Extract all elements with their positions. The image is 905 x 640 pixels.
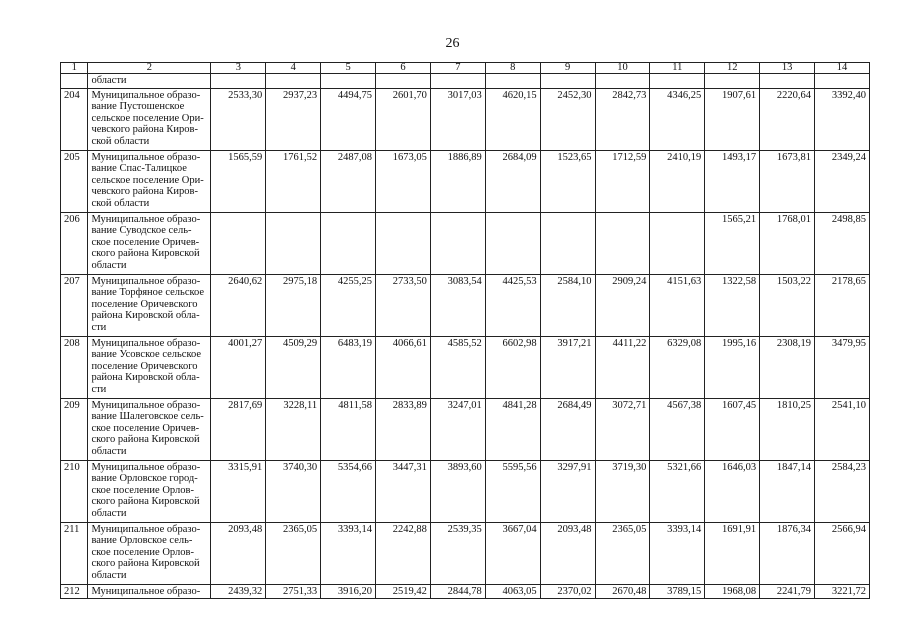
value-cell: 1565,59 [211, 150, 266, 212]
value-cell: 4066,61 [376, 336, 431, 398]
value-cell: 2178,65 [815, 274, 870, 336]
column-header: 13 [760, 63, 815, 74]
value-cell: 2601,70 [376, 88, 431, 150]
table-row [61, 460, 870, 522]
data-table [60, 62, 870, 599]
value-cell: 2975,18 [266, 274, 321, 336]
value-cell: 4567,38 [650, 398, 705, 460]
value-cell: 3393,14 [650, 522, 705, 584]
empty-cell [321, 74, 376, 89]
value-cell: 3740,30 [266, 460, 321, 522]
value-cell: 3083,54 [430, 274, 485, 336]
value-cell: 1810,25 [760, 398, 815, 460]
value-cell: 2584,10 [540, 274, 595, 336]
value-cell: 1968,08 [705, 584, 760, 599]
value-cell [266, 212, 321, 274]
table-row [61, 398, 870, 460]
value-cell: 3479,95 [815, 336, 870, 398]
value-cell: 2410,19 [650, 150, 705, 212]
value-cell: 1907,61 [705, 88, 760, 150]
table-row [61, 212, 870, 274]
value-cell: 1607,45 [705, 398, 760, 460]
value-cell: 4255,25 [321, 274, 376, 336]
value-cell: 1886,89 [430, 150, 485, 212]
value-cell: 3072,71 [595, 398, 650, 460]
value-cell: 3447,31 [376, 460, 431, 522]
value-cell: 2842,73 [595, 88, 650, 150]
value-cell: 2566,94 [815, 522, 870, 584]
empty-cell [211, 74, 266, 89]
table-row [61, 274, 870, 336]
value-cell: 2308,19 [760, 336, 815, 398]
empty-cell [815, 74, 870, 89]
value-cell: 2584,23 [815, 460, 870, 522]
value-cell: 2640,62 [211, 274, 266, 336]
empty-cell [595, 74, 650, 89]
value-cell: 1768,01 [760, 212, 815, 274]
value-cell: 2751,33 [266, 584, 321, 599]
row-number: 207 [61, 274, 88, 336]
empty-cell [430, 74, 485, 89]
column-header: 2 [88, 63, 211, 74]
continuation-row [61, 74, 870, 89]
value-cell: 2937,23 [266, 88, 321, 150]
row-number: 211 [61, 522, 88, 584]
value-cell: 1995,16 [705, 336, 760, 398]
column-header: 6 [376, 63, 431, 74]
row-number: 212 [61, 584, 88, 599]
value-cell: 4620,15 [485, 88, 540, 150]
value-cell: 4585,52 [430, 336, 485, 398]
row-number: 209 [61, 398, 88, 460]
value-cell: 4063,05 [485, 584, 540, 599]
column-header: 11 [650, 63, 705, 74]
value-cell: 2498,85 [815, 212, 870, 274]
value-cell: 1322,58 [705, 274, 760, 336]
value-cell [211, 212, 266, 274]
empty-cell [485, 74, 540, 89]
value-cell: 6483,19 [321, 336, 376, 398]
empty-cell [540, 74, 595, 89]
value-cell [650, 212, 705, 274]
municipality-name: Муниципальное образо- вание Шалеговское сель- ское поселение Оричев- ского района Кировской области [88, 398, 211, 460]
empty-cell [760, 74, 815, 89]
table-row [61, 150, 870, 212]
value-cell: 1523,65 [540, 150, 595, 212]
municipality-name: Муниципальное образо- вание Орловское сель- ское поселение Орлов- ского района Кировской области [88, 522, 211, 584]
column-header: 12 [705, 63, 760, 74]
value-cell: 2365,05 [266, 522, 321, 584]
empty-cell [650, 74, 705, 89]
value-cell: 2439,32 [211, 584, 266, 599]
municipality-name: Муниципальное образо- вание Спас-Талицкое сельское поселение Ори- чевского района Киров- ской области [88, 150, 211, 212]
row-number: 206 [61, 212, 88, 274]
value-cell: 2093,48 [540, 522, 595, 584]
row-number-cell [61, 74, 88, 89]
value-cell [321, 212, 376, 274]
value-cell: 4411,22 [595, 336, 650, 398]
value-cell [540, 212, 595, 274]
value-cell: 1565,21 [705, 212, 760, 274]
continuation-text: области [88, 74, 211, 89]
value-cell: 1673,05 [376, 150, 431, 212]
row-number: 208 [61, 336, 88, 398]
column-header: 9 [540, 63, 595, 74]
value-cell: 5321,66 [650, 460, 705, 522]
column-header: 7 [430, 63, 485, 74]
municipality-name: Муниципальное образо- вание Орловское город- ское поселение Орлов- ского района Кировской области [88, 460, 211, 522]
value-cell: 3297,91 [540, 460, 595, 522]
value-cell: 2539,35 [430, 522, 485, 584]
value-cell: 3392,40 [815, 88, 870, 150]
value-cell: 6329,08 [650, 336, 705, 398]
value-cell: 4151,63 [650, 274, 705, 336]
value-cell: 2844,78 [430, 584, 485, 599]
table-row [61, 336, 870, 398]
value-cell: 2242,88 [376, 522, 431, 584]
value-cell: 4494,75 [321, 88, 376, 150]
value-cell: 2541,10 [815, 398, 870, 460]
value-cell: 5354,66 [321, 460, 376, 522]
column-header: 4 [266, 63, 321, 74]
column-header: 8 [485, 63, 540, 74]
value-cell: 2670,48 [595, 584, 650, 599]
row-number: 204 [61, 88, 88, 150]
value-cell: 2733,50 [376, 274, 431, 336]
table-row [61, 584, 870, 599]
row-number: 210 [61, 460, 88, 522]
value-cell: 2093,48 [211, 522, 266, 584]
value-cell: 1847,14 [760, 460, 815, 522]
value-cell: 2349,24 [815, 150, 870, 212]
value-cell: 1761,52 [266, 150, 321, 212]
value-cell: 6602,98 [485, 336, 540, 398]
value-cell [430, 212, 485, 274]
value-cell: 3917,21 [540, 336, 595, 398]
value-cell: 2684,49 [540, 398, 595, 460]
value-cell: 5595,56 [485, 460, 540, 522]
municipality-name: Муниципальное образо- вание Пустошенское сельское поселение Ори- чевского района Киров- ской области [88, 88, 211, 150]
value-cell [595, 212, 650, 274]
value-cell [376, 212, 431, 274]
row-number: 205 [61, 150, 88, 212]
value-cell: 1503,22 [760, 274, 815, 336]
value-cell: 3893,60 [430, 460, 485, 522]
value-cell: 3719,30 [595, 460, 650, 522]
value-cell: 4841,28 [485, 398, 540, 460]
value-cell: 3789,15 [650, 584, 705, 599]
municipality-name: Муниципальное образо- вание Суводское сель- ское поселение Оричев- ского района Кировской области [88, 212, 211, 274]
value-cell: 1876,34 [760, 522, 815, 584]
value-cell: 2452,30 [540, 88, 595, 150]
value-cell: 2519,42 [376, 584, 431, 599]
value-cell: 4425,53 [485, 274, 540, 336]
value-cell: 4509,29 [266, 336, 321, 398]
header-row [61, 63, 870, 74]
value-cell: 3315,91 [211, 460, 266, 522]
value-cell: 3221,72 [815, 584, 870, 599]
column-header: 3 [211, 63, 266, 74]
value-cell: 2365,05 [595, 522, 650, 584]
table-row [61, 88, 870, 150]
municipality-name: Муниципальное образо- [88, 584, 211, 599]
value-cell [485, 212, 540, 274]
value-cell: 2684,09 [485, 150, 540, 212]
value-cell: 1673,81 [760, 150, 815, 212]
value-cell: 2370,02 [540, 584, 595, 599]
value-cell: 2909,24 [595, 274, 650, 336]
value-cell: 2220,64 [760, 88, 815, 150]
value-cell: 3017,03 [430, 88, 485, 150]
value-cell: 1691,91 [705, 522, 760, 584]
empty-cell [705, 74, 760, 89]
value-cell: 4811,58 [321, 398, 376, 460]
empty-cell [376, 74, 431, 89]
value-cell: 3916,20 [321, 584, 376, 599]
column-header: 5 [321, 63, 376, 74]
value-cell: 1493,17 [705, 150, 760, 212]
value-cell: 3393,14 [321, 522, 376, 584]
value-cell: 2817,69 [211, 398, 266, 460]
value-cell: 1712,59 [595, 150, 650, 212]
column-header: 10 [595, 63, 650, 74]
value-cell: 2487,08 [321, 150, 376, 212]
value-cell: 3667,04 [485, 522, 540, 584]
value-cell: 4001,27 [211, 336, 266, 398]
column-header: 14 [815, 63, 870, 74]
value-cell: 3247,01 [430, 398, 485, 460]
column-header: 1 [61, 63, 88, 74]
value-cell: 1646,03 [705, 460, 760, 522]
value-cell: 4346,25 [650, 88, 705, 150]
table-row [61, 522, 870, 584]
value-cell: 2241,79 [760, 584, 815, 599]
empty-cell [266, 74, 321, 89]
value-cell: 2833,89 [376, 398, 431, 460]
value-cell: 3228,11 [266, 398, 321, 460]
value-cell: 2533,30 [211, 88, 266, 150]
page-number: 26 [445, 36, 460, 51]
municipality-name: Муниципальное образо- вание Торфяное сельское поселение Оричевского района Кировской обла- сти [88, 274, 211, 336]
municipality-name: Муниципальное образо- вание Усовское сельское поселение Оричевского района Кировской обла- сти [88, 336, 211, 398]
